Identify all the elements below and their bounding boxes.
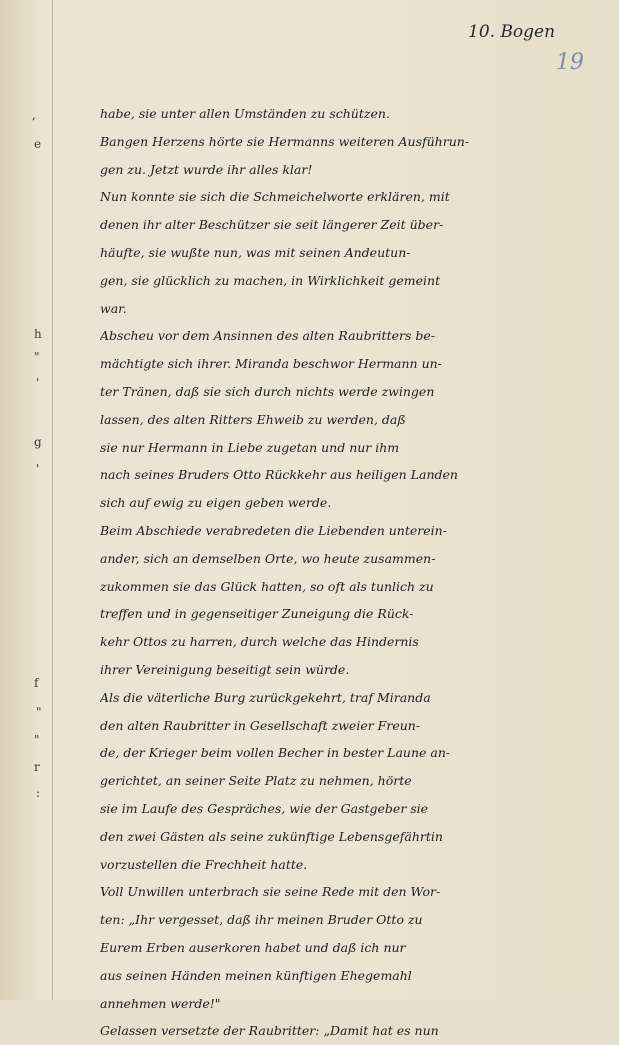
text-line: Voll Unwillen unterbrach sie seine Rede mit den Wor- bbox=[100, 884, 441, 900]
margin-mark: : bbox=[36, 786, 41, 800]
text-line: de, der Krieger beim vollen Becher in bester Laune an- bbox=[100, 745, 451, 761]
text-line: sie nur Hermann in Liebe zugetan und nur ihm bbox=[100, 439, 400, 455]
text-line: Als die väterliche Burg zurückgekehrt, traf Miranda bbox=[100, 689, 431, 705]
text-line: gerichtet, an seiner Seite Platz zu nehmen, hörte bbox=[100, 773, 412, 789]
text-line: treffen und in gegenseitiger Zuneigung die Rück- bbox=[100, 606, 414, 622]
text-line: aus seinen Händen meinen künftigen Ehegemahl bbox=[100, 967, 412, 983]
text-line: gen zu. Jetzt wurde ihr alles klar! bbox=[100, 161, 313, 177]
margin-mark: ' bbox=[36, 462, 40, 476]
text-line: mächtigte sich ihrer. Miranda beschwor Hermann un- bbox=[100, 356, 442, 372]
handwritten-text bbox=[100, 100, 605, 1045]
text-line: häufte, sie wußte nun, was mit seinen Andeutun- bbox=[100, 244, 411, 260]
text-line: denen ihr alter Beschützer sie seit längerer Zeit über- bbox=[100, 217, 444, 233]
text-line: Nun konnte sie sich die Schmeichelworte erklären, mit bbox=[100, 189, 450, 205]
text-line: ten: „Ihr vergesset, daß ihr meinen Bruder Otto zu bbox=[100, 912, 423, 928]
text-line: annehmen werde!" bbox=[100, 995, 221, 1011]
text-line: ter Tränen, daß sie sich durch nichts werde zwingen bbox=[100, 383, 435, 399]
text-line: war. bbox=[100, 300, 127, 316]
text-line: kehr Ottos zu harren, durch welche das Hindernis bbox=[100, 634, 419, 650]
text-line: ander, sich an demselben Orte, wo heute zusammen- bbox=[100, 550, 436, 566]
sheet-header: 10. Bogen bbox=[468, 22, 556, 42]
text-line: vorzustellen die Frechheit hatte. bbox=[100, 856, 308, 872]
margin-mark: r bbox=[34, 760, 40, 774]
text-line: Gelassen versetzte der Raubritter: „Damit hat es nun bbox=[100, 1023, 439, 1039]
text-line: zukommen sie das Glück hatten, so oft als tunlich zu bbox=[100, 578, 434, 594]
text-line: Eurem Erben auserkoren habet und daß ich nur bbox=[100, 939, 406, 955]
folio-number: 19 bbox=[556, 50, 584, 75]
text-line: ihrer Vereinigung beseitigt sein würde. bbox=[100, 661, 350, 677]
margin-mark: ' bbox=[36, 376, 40, 390]
margin-mark: " bbox=[34, 733, 40, 747]
binding-edge bbox=[52, 0, 53, 1000]
margin-mark: f bbox=[34, 676, 39, 690]
text-line: lassen, des alten Ritters Ehweib zu werden, daß bbox=[100, 411, 406, 427]
text-line: den zwei Gästen als seine zukünftige Lebensgefährtin bbox=[100, 828, 443, 844]
margin-mark: " bbox=[36, 705, 42, 719]
margin-mark: g bbox=[34, 435, 42, 449]
text-line: Bangen Herzens hörte sie Hermanns weiteren Ausführun- bbox=[100, 133, 470, 149]
text-line: sich auf ewig zu eigen geben werde. bbox=[100, 495, 332, 511]
text-line: sie im Laufe des Gespräches, wie der Gastgeber sie bbox=[100, 800, 429, 816]
margin-mark: , bbox=[32, 108, 36, 122]
text-line: Abscheu vor dem Ansinnen des alten Raubritters be- bbox=[100, 328, 435, 344]
margin-mark: e bbox=[34, 137, 42, 151]
margin-mark: h bbox=[34, 327, 42, 341]
text-line: habe, sie unter allen Umständen zu schützen. bbox=[100, 106, 390, 121]
margin-mark: " bbox=[34, 350, 40, 364]
left-margin-marks bbox=[0, 0, 52, 1000]
text-line: Beim Abschiede verabredeten die Liebenden unterein- bbox=[100, 522, 447, 538]
text-line: nach seines Bruders Otto Rückkehr aus heiligen Landen bbox=[100, 467, 458, 483]
text-line: gen, sie glücklich zu machen, in Wirklichkeit gemeint bbox=[100, 272, 441, 288]
text-line: den alten Raubritter in Gesellschaft zweier Freun- bbox=[100, 717, 421, 733]
